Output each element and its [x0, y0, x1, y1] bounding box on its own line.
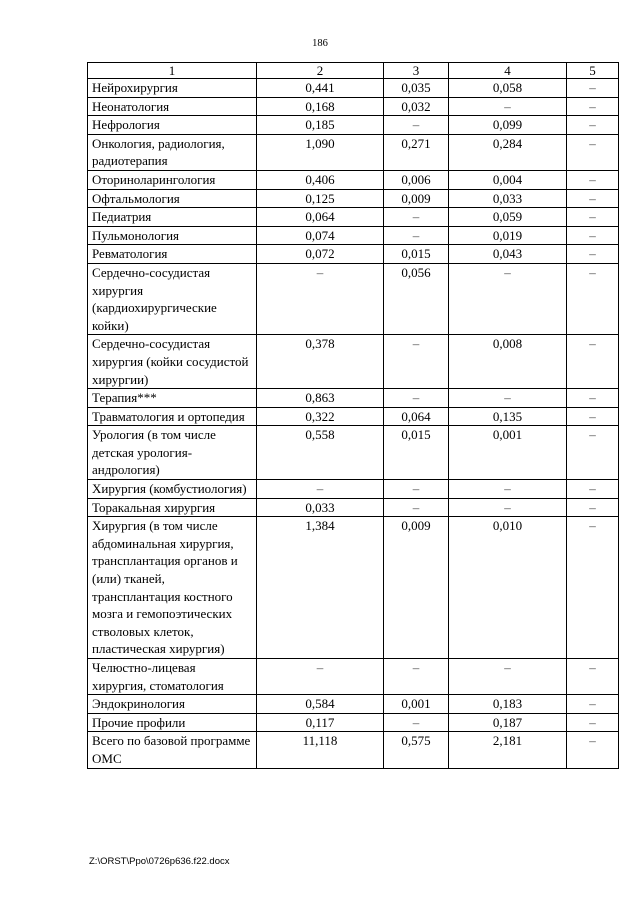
row-label-cell: Оториноларингология	[88, 170, 257, 189]
value-cell-col5: –	[567, 134, 619, 170]
value-cell-col4: –	[449, 480, 567, 499]
value-cell-col5: –	[567, 407, 619, 426]
value-cell-col2: 0,558	[257, 426, 384, 480]
value-cell-col5: –	[567, 335, 619, 389]
row-label-cell: Неонатология	[88, 97, 257, 116]
value-cell-col3: 0,015	[384, 245, 449, 264]
value-cell-col4: 0,019	[449, 226, 567, 245]
value-cell-col4: 0,058	[449, 79, 567, 98]
value-cell-col4: 0,001	[449, 426, 567, 480]
value-cell-col2: 0,584	[257, 695, 384, 714]
value-cell-col5: –	[567, 208, 619, 227]
value-cell-col2: 0,033	[257, 498, 384, 517]
value-cell-col5: –	[567, 116, 619, 135]
value-cell-col4: 2,181	[449, 732, 567, 768]
value-cell-col2: 1,090	[257, 134, 384, 170]
value-cell-col5: –	[567, 695, 619, 714]
value-cell-col5: –	[567, 517, 619, 659]
value-cell-col4: 0,099	[449, 116, 567, 135]
table-row	[88, 79, 619, 98]
value-cell-col4: 0,010	[449, 517, 567, 659]
value-cell-col3: –	[384, 389, 449, 408]
row-label-cell: Травматология и ортопедия	[88, 407, 257, 426]
table-row	[88, 498, 619, 517]
row-label-cell: Всего по базовой программе ОМС	[88, 732, 257, 768]
value-cell-col2: 0,168	[257, 97, 384, 116]
row-label-cell: Пульмонология	[88, 226, 257, 245]
value-cell-col2: 0,378	[257, 335, 384, 389]
value-cell-col2: 0,117	[257, 713, 384, 732]
row-label-cell: Терапия***	[88, 389, 257, 408]
value-cell-col2: 0,322	[257, 407, 384, 426]
value-cell-col5: –	[567, 389, 619, 408]
row-label-cell: Прочие профили	[88, 713, 257, 732]
value-cell-col2: 0,863	[257, 389, 384, 408]
value-cell-col2: 0,406	[257, 170, 384, 189]
value-cell-col4: –	[449, 498, 567, 517]
file-path-footer: Z:\ORST\Ppo\0726p636.f22.docx	[89, 856, 230, 867]
value-cell-col4: 0,187	[449, 713, 567, 732]
value-cell-col5: –	[567, 170, 619, 189]
data-table	[87, 62, 619, 769]
value-cell-col4: 0,043	[449, 245, 567, 264]
table-body	[88, 79, 619, 769]
column-header-1: 1	[88, 63, 257, 79]
column-header-4: 4	[449, 63, 567, 79]
value-cell-col5: –	[567, 263, 619, 334]
value-cell-col3: 0,056	[384, 263, 449, 334]
row-label-cell: Урология (в том числе детская урология-андрология)	[88, 426, 257, 480]
table-row	[88, 170, 619, 189]
table-row	[88, 389, 619, 408]
value-cell-col4: 0,004	[449, 170, 567, 189]
value-cell-col5: –	[567, 732, 619, 768]
value-cell-col3: 0,015	[384, 426, 449, 480]
row-label-cell: Онкология, радиология, радиотерапия	[88, 134, 257, 170]
value-cell-col4: 0,033	[449, 189, 567, 208]
table-row	[88, 407, 619, 426]
value-cell-col3: –	[384, 498, 449, 517]
value-cell-col2: 0,064	[257, 208, 384, 227]
table-row	[88, 134, 619, 170]
value-cell-col4: –	[449, 389, 567, 408]
row-label-cell: Сердечно-сосудистая хирургия (кардиохирургические койки)	[88, 263, 257, 334]
column-header-2: 2	[257, 63, 384, 79]
row-label-cell: Педиатрия	[88, 208, 257, 227]
table-row	[88, 208, 619, 227]
row-label-cell: Нейрохирургия	[88, 79, 257, 98]
row-label-cell: Эндокринология	[88, 695, 257, 714]
table-row	[88, 335, 619, 389]
value-cell-col4: 0,284	[449, 134, 567, 170]
table-row	[88, 480, 619, 499]
value-cell-col5: –	[567, 713, 619, 732]
value-cell-col5: –	[567, 226, 619, 245]
value-cell-col3: 0,009	[384, 517, 449, 659]
table-row	[88, 426, 619, 480]
row-label-cell: Хирургия (комбустиология)	[88, 480, 257, 499]
value-cell-col5: –	[567, 498, 619, 517]
column-header-5: 5	[567, 63, 619, 79]
row-label-cell: Челюстно-лицевая хирургия, стоматология	[88, 659, 257, 695]
value-cell-col4: 0,183	[449, 695, 567, 714]
row-label-cell: Хирургия (в том числе абдоминальная хирургия, трансплантация органов и (или) тканей, трансплантация костного мозга и гемопоэтических стволовых клеток, пластическая хирургия)	[88, 517, 257, 659]
row-label-cell: Торакальная хирургия	[88, 498, 257, 517]
row-label-cell: Сердечно-сосудистая хирургия (койки сосудистой хирургии)	[88, 335, 257, 389]
row-label-cell: Нефрология	[88, 116, 257, 135]
value-cell-col3: –	[384, 480, 449, 499]
value-cell-col3: 0,032	[384, 97, 449, 116]
page-number: 186	[312, 38, 328, 49]
value-cell-col5: –	[567, 245, 619, 264]
value-cell-col2: –	[257, 480, 384, 499]
value-cell-col2: –	[257, 659, 384, 695]
value-cell-col5: –	[567, 97, 619, 116]
table-row	[88, 695, 619, 714]
table-row	[88, 97, 619, 116]
value-cell-col2: 11,118	[257, 732, 384, 768]
table-row	[88, 713, 619, 732]
table-row	[88, 659, 619, 695]
value-cell-col2: 0,185	[257, 116, 384, 135]
value-cell-col4: –	[449, 659, 567, 695]
table-row	[88, 263, 619, 334]
table-header	[88, 63, 619, 79]
value-cell-col3: 0,009	[384, 189, 449, 208]
value-cell-col5: –	[567, 480, 619, 499]
value-cell-col4: 0,135	[449, 407, 567, 426]
value-cell-col3: –	[384, 116, 449, 135]
row-label-cell: Ревматология	[88, 245, 257, 264]
value-cell-col3: 0,035	[384, 79, 449, 98]
value-cell-col3: 0,064	[384, 407, 449, 426]
value-cell-col3: –	[384, 208, 449, 227]
value-cell-col5: –	[567, 79, 619, 98]
value-cell-col3: 0,271	[384, 134, 449, 170]
value-cell-col3: 0,575	[384, 732, 449, 768]
value-cell-col3: –	[384, 659, 449, 695]
value-cell-col2: 0,072	[257, 245, 384, 264]
value-cell-col3: –	[384, 335, 449, 389]
table-row	[88, 226, 619, 245]
row-label-cell: Офтальмология	[88, 189, 257, 208]
value-cell-col4: 0,059	[449, 208, 567, 227]
value-cell-col2: –	[257, 263, 384, 334]
column-header-3: 3	[384, 63, 449, 79]
value-cell-col3: –	[384, 226, 449, 245]
table-row	[88, 245, 619, 264]
value-cell-col2: 1,384	[257, 517, 384, 659]
value-cell-col4: –	[449, 263, 567, 334]
value-cell-col3: 0,001	[384, 695, 449, 714]
value-cell-col3: 0,006	[384, 170, 449, 189]
value-cell-col2: 0,125	[257, 189, 384, 208]
value-cell-col5: –	[567, 189, 619, 208]
value-cell-col5: –	[567, 426, 619, 480]
table-row	[88, 732, 619, 768]
table-row	[88, 517, 619, 659]
value-cell-col2: 0,074	[257, 226, 384, 245]
value-cell-col4: –	[449, 97, 567, 116]
value-cell-col4: 0,008	[449, 335, 567, 389]
value-cell-col2: 0,441	[257, 79, 384, 98]
value-cell-col3: –	[384, 713, 449, 732]
table-row	[88, 189, 619, 208]
table-row	[88, 116, 619, 135]
value-cell-col5: –	[567, 659, 619, 695]
